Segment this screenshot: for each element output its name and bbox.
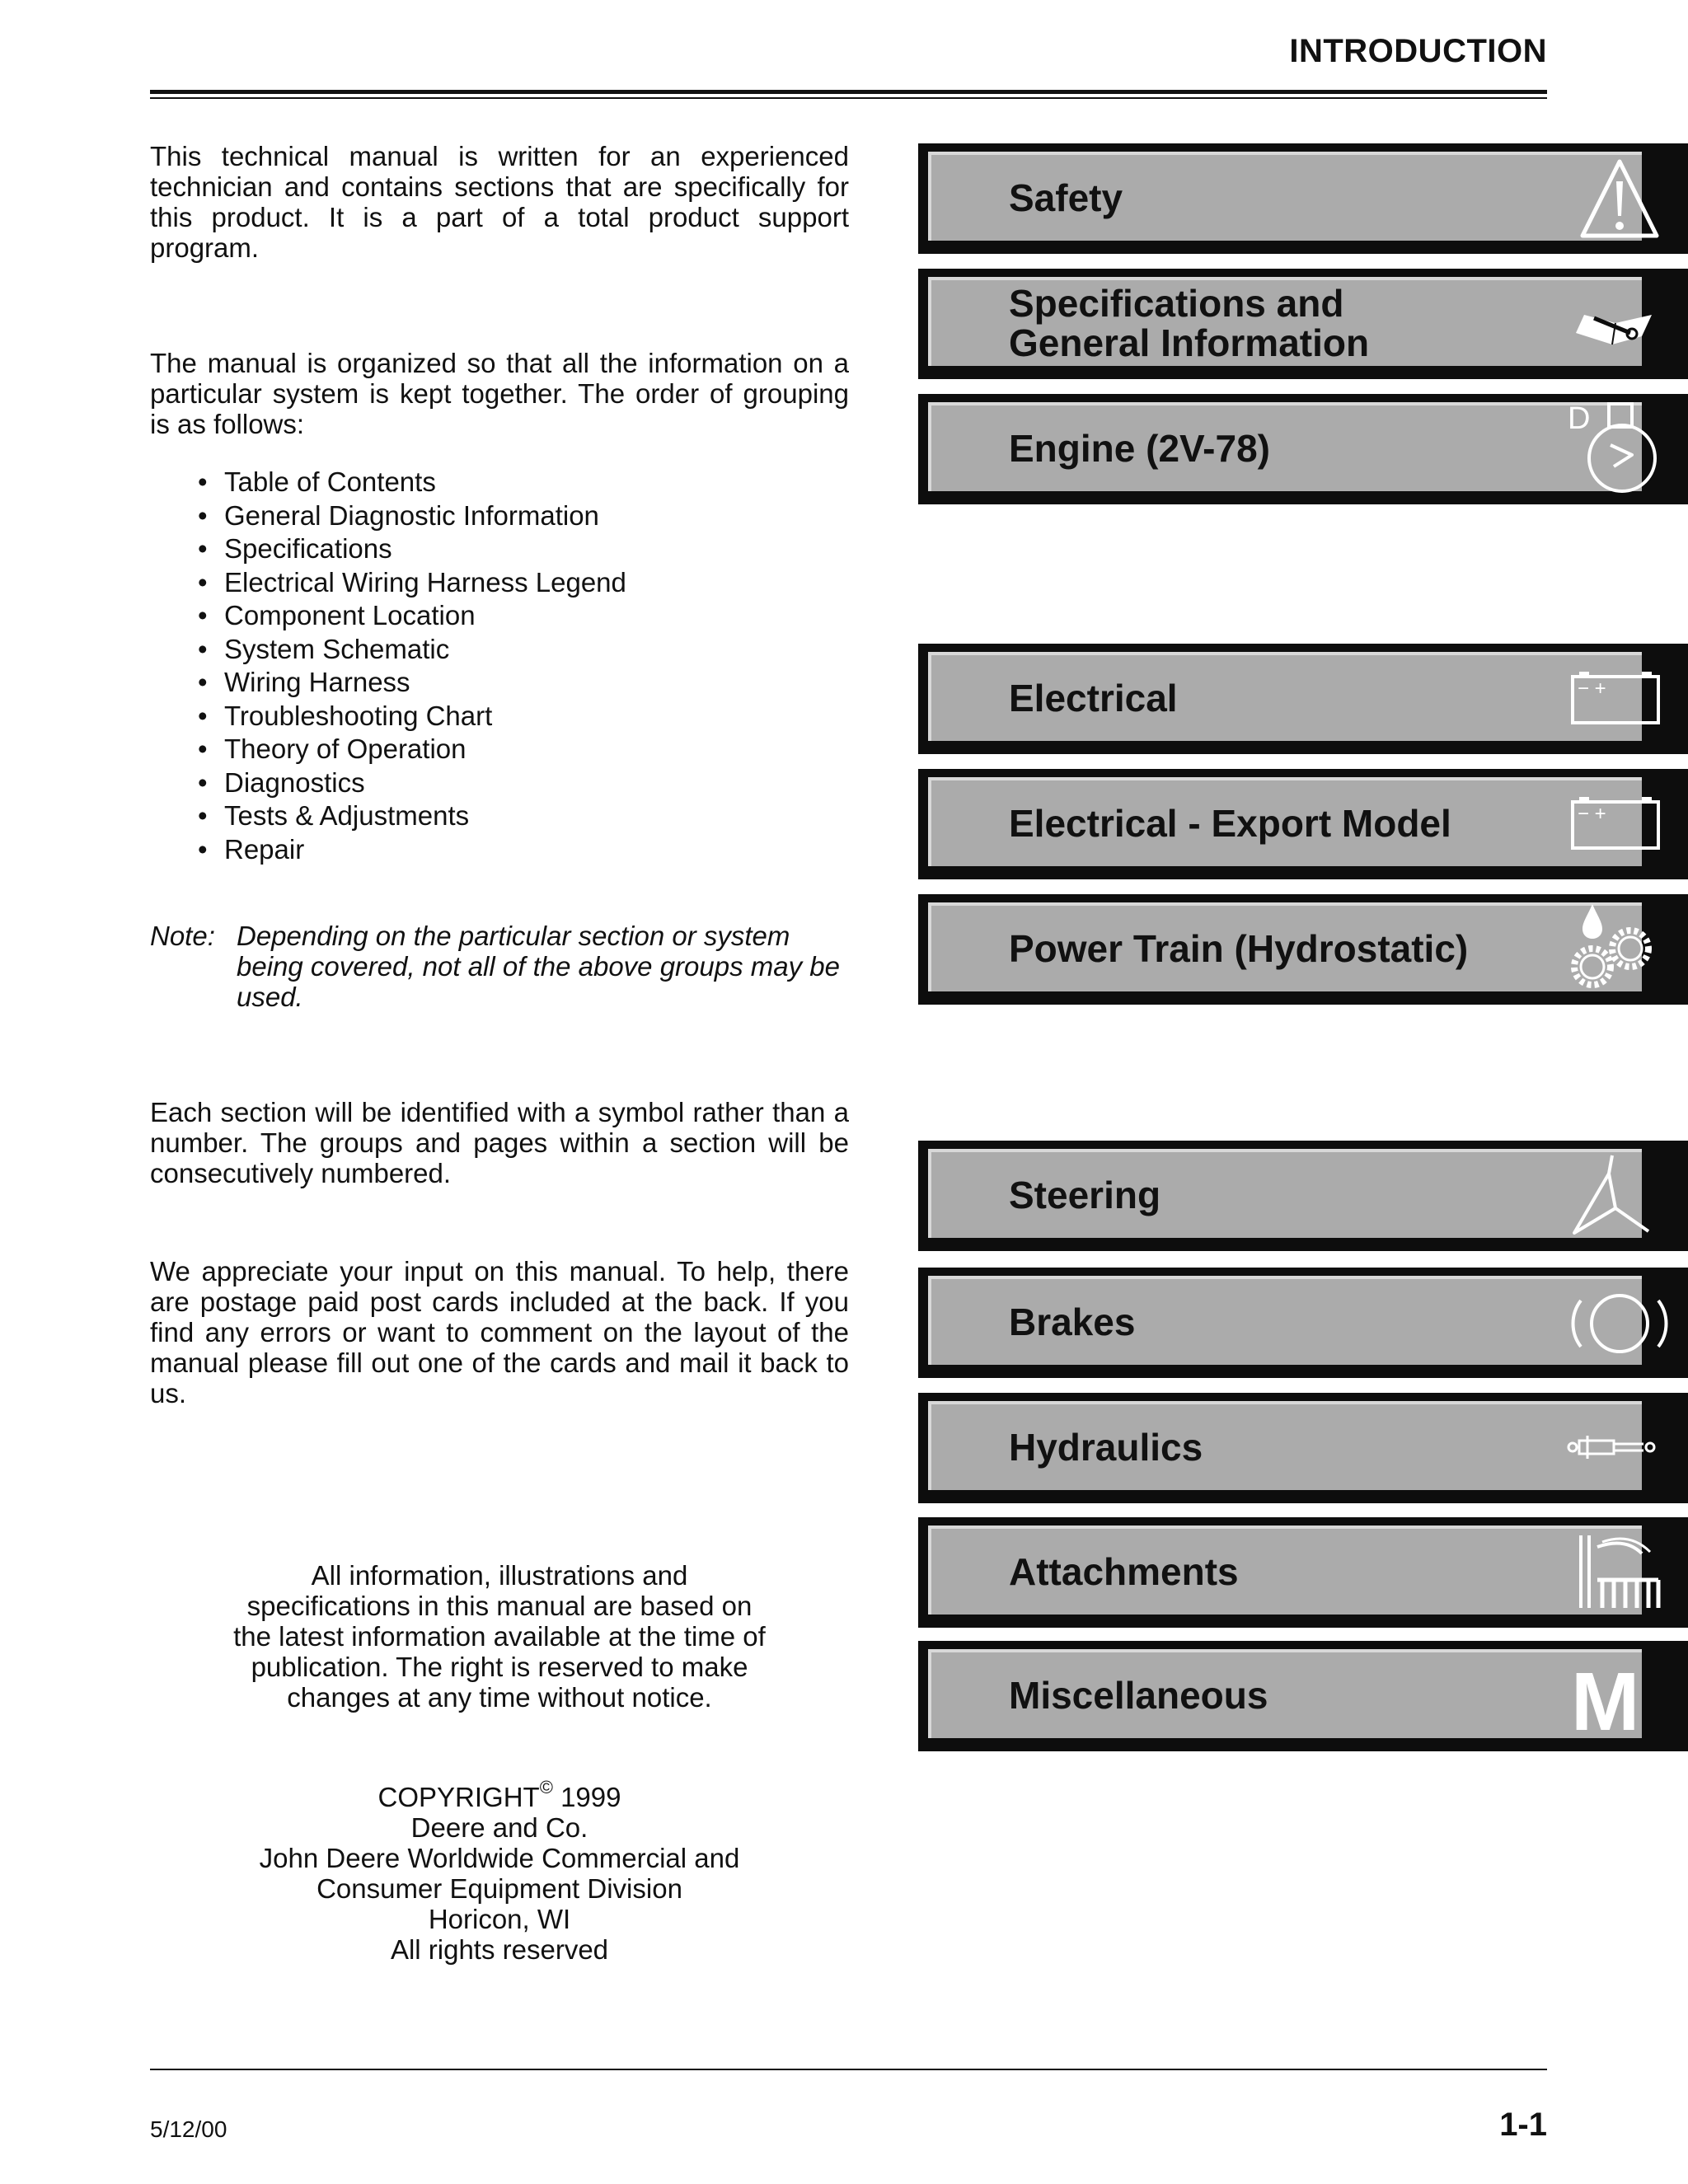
section-tab-brakes[interactable] (918, 1268, 1688, 1378)
list-item: • Table of Contents (198, 466, 626, 499)
copyright-year: 1999 (552, 1782, 621, 1812)
oil-drop-gears-icon (1551, 894, 1688, 1005)
intro-paragraph-2: The manual is organized so that all the information on a particular system is kept together. The order of grouping is as follows: (150, 348, 849, 439)
section-tab-label: Miscellaneous (1009, 1674, 1268, 1717)
battery-icon (1551, 644, 1688, 754)
engine-icon-letter: D (1568, 401, 1591, 436)
list-item: • General Diagnostic Information (198, 499, 626, 533)
hydraulic-cylinder-icon (1551, 1393, 1688, 1503)
copyright-line (150, 1777, 849, 1812)
section-tab-safety[interactable] (918, 143, 1688, 254)
disclaimer (150, 1560, 849, 1713)
header-rule (150, 90, 1547, 94)
intro-paragraph-1: This technical manual is written for an experienced technician and contains sections that are specifically for this product. It is a part of a total product support program. (150, 141, 849, 263)
list-item: • Electrical Wiring Harness Legend (198, 566, 626, 600)
group-list (198, 466, 626, 866)
open-book-wrench-icon (1551, 269, 1688, 379)
note-label: Note: (150, 921, 215, 951)
copyright-line: Consumer Equipment Division (316, 1873, 682, 1904)
list-item: • System Schematic (198, 633, 626, 667)
section-tab-label: Safety (1009, 176, 1123, 219)
page-header-title: INTRODUCTION (1289, 33, 1547, 69)
footer-date: 5/12/00 (150, 2116, 227, 2142)
copyright-line: All rights reserved (390, 1934, 609, 1965)
header-rule-thin (150, 97, 1547, 99)
list-item: • Specifications (198, 532, 626, 566)
disclaimer-line: changes at any time without notice. (287, 1682, 712, 1713)
section-tab-steering[interactable] (918, 1141, 1688, 1251)
section-tab-miscellaneous[interactable] (918, 1641, 1688, 1751)
section-tab-label: Attachments (1009, 1550, 1239, 1593)
copyright-line: Deere and Co. (410, 1812, 588, 1843)
copyright-line: Horicon, WI (428, 1904, 571, 1934)
section-tab-electrical[interactable] (918, 644, 1688, 754)
section-tab-label: Specifications and General Information (1009, 282, 1370, 364)
section-tab-label: Power Train (Hydrostatic) (1009, 927, 1469, 970)
intro-paragraph-4: We appreciate your input on this manual. To help, there are postage paid post cards included at the back. If you find any errors or want to comment on the layout of the manual please fill out one of the cards and mail it back to us. (150, 1256, 849, 1408)
warning-triangle-icon (1551, 143, 1688, 254)
section-tab-label: Electrical (1009, 677, 1178, 719)
disclaimer-line: specifications in this manual are based on (246, 1591, 753, 1621)
footer-rule (150, 2069, 1547, 2070)
section-tab-hydraulics[interactable] (918, 1393, 1688, 1503)
misc-m-icon (1551, 1641, 1688, 1751)
disclaimer-line: publication. The right is reserved to make (251, 1652, 748, 1682)
disclaimer-line: the latest information available at the time of (233, 1621, 766, 1652)
list-item: • Component Location (198, 599, 626, 633)
section-tab-label: Engine (2V-78) (1009, 427, 1270, 470)
section-tab-power-train[interactable] (918, 894, 1688, 1005)
section-tab-electrical-export[interactable] (918, 769, 1688, 879)
section-tab-label: Steering (1009, 1174, 1161, 1216)
page-number: 1-1 (1499, 2107, 1547, 2143)
copyright-label: COPYRIGHT (377, 1782, 540, 1812)
list-item: • Diagnostics (198, 766, 626, 800)
list-item: • Repair (198, 833, 626, 867)
battery-icon-terminals: − + (1578, 677, 1606, 700)
copyright-block (150, 1777, 849, 1965)
section-tab-label: Electrical - Export Model (1009, 802, 1451, 845)
section-tab-label: Brakes (1009, 1301, 1136, 1343)
section-tab-attachments[interactable] (918, 1517, 1688, 1628)
list-item: • Tests & Adjustments (198, 799, 626, 833)
disclaimer-line: All information, illustrations and (311, 1560, 688, 1591)
copyright-line: John Deere Worldwide Commercial and (259, 1843, 740, 1873)
steering-wheel-icon (1551, 1141, 1688, 1251)
intro-paragraph-3: Each section will be identified with a symbol rather than a number. The groups and pages within a section will be consecutively numbered. (150, 1097, 849, 1188)
section-tab-engine[interactable] (918, 394, 1688, 504)
list-item: • Wiring Harness (198, 666, 626, 700)
brake-drum-icon (1551, 1268, 1688, 1378)
section-tab-specifications[interactable] (918, 269, 1688, 379)
misc-icon-letter: M (1571, 1656, 1640, 1748)
attachment-rake-icon (1551, 1517, 1688, 1628)
list-item: • Theory of Operation (198, 733, 626, 766)
section-tab-label: Hydraulics (1009, 1426, 1203, 1469)
engine-gauge-icon (1551, 394, 1688, 504)
battery-icon (1551, 769, 1688, 879)
note (150, 921, 859, 1012)
list-item: • Troubleshooting Chart (198, 700, 626, 733)
note-text: Depending on the particular section or system being covered, not all of the above groups may be used. (237, 921, 840, 1012)
battery-icon-terminals: − + (1578, 803, 1606, 825)
copyright-symbol: © (539, 1777, 553, 1797)
